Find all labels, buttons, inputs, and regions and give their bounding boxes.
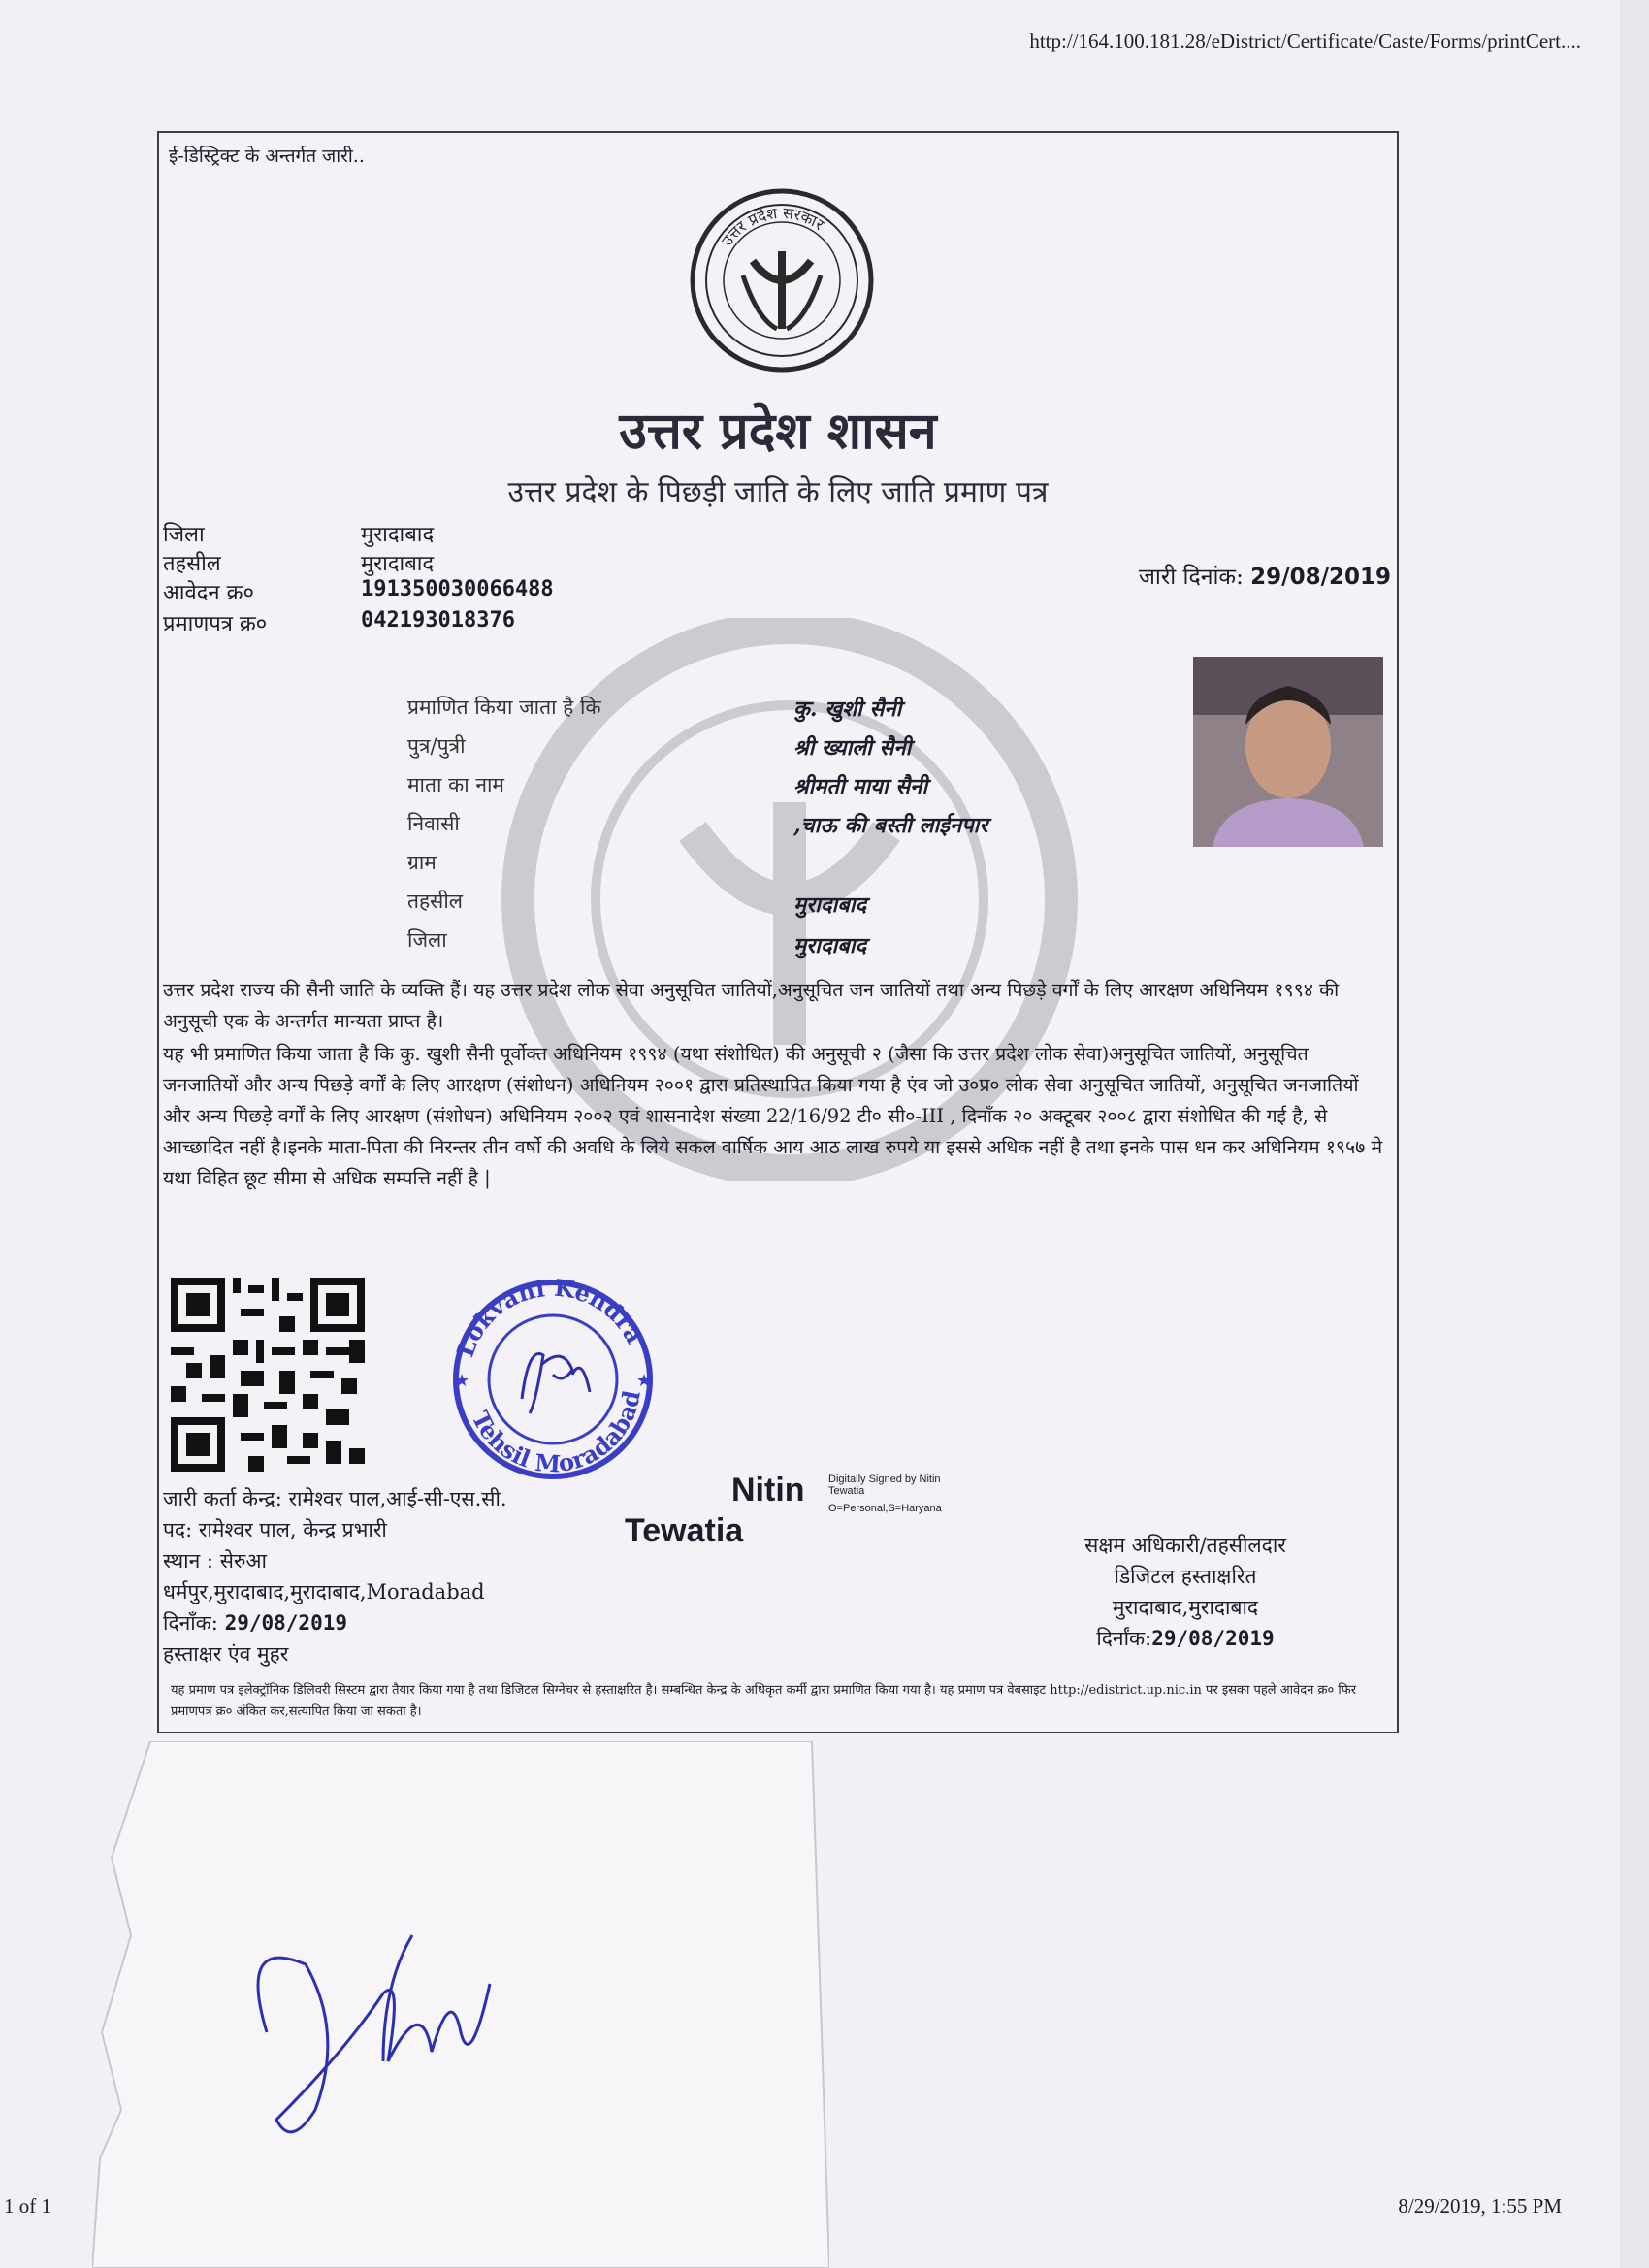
issuer-place: स्थान : सेरुआ (163, 1549, 267, 1572)
page-count: 1 of 1 (4, 2194, 51, 2218)
issue-date (1139, 560, 1391, 591)
holder-photo (1193, 657, 1383, 847)
certificate-no-label: प्रमाणपत्र क्र० (163, 612, 268, 636)
page-url: http://164.100.181.28/eDistrict/Certificate/Caste/Forms/printCert.... (1029, 29, 1581, 52)
application-no-value: 191350030066488 (361, 577, 554, 601)
authority-date-label: दिर्नांक: (1096, 1627, 1152, 1650)
certificate-subtitle: उत्तर प्रदेश के पिछड़ी जाति के लिए जाति प्रमाण पत्र (507, 475, 1049, 509)
certificate-title: उत्तर प्रदेश शासन (619, 402, 937, 461)
up-government-emblem (685, 183, 879, 377)
signer-last-name: Tewatia (625, 1512, 744, 1549)
signer-first-name: Nitin (731, 1472, 805, 1508)
issuer-date (163, 1609, 347, 1636)
signer-org-note: O=Personal,S=Haryana (828, 1503, 942, 1514)
resident-address: ,चाऊ की बस्ती लाईनपार (793, 813, 988, 838)
lokvani-kendra-stamp (436, 1278, 669, 1481)
emblem-text: उत्तर प्रदेश सरकार (717, 203, 827, 249)
signed-by-note: Digitally Signed by Nitin (828, 1474, 941, 1485)
creamy-layer-paragraph: यह भी प्रमाणित किया जाता है कि कु. खुशी सैनी पूर्वोक्त अधिनियम १९९४ (यथा संशोधित) की अनुसूची २ (जैसा कि उत्तर प्रदेश लोक सेवा)अनुसूचित जातियों, अनुसूचित जनजातियों और अन्य पिछड़े वर्गों के लिए आरक्षण (संशोधन) अधिनियम २००१ द्वारा प्रतिस्थापित किया गया है एंव जो उ०प्र० लोक सेवा अनुसूचित जातियों, अनुसूचित जनजातियों और अन्य पिछड़े वर्गों के लिए आरक्षण (संशोधन) अधिनियम २००२ एवं शासनादेश संख्या 22/16/92 टी० सी०-III , दिनाँक २० अक्टूबर २००८ द्वारा संशोधित की गई है, से आच्छादित नहीं है।इनके माता-पिता की निरन्तर तीन वर्षो की अवधि के लिये सकल वार्षिक आय आठ लाख रुपये या इससे अधिक नहीं है तथा इनके पास धन कर अधिनियम १९५७ मे यथा विहित छूट सीमा से अधिक सम्पत्ति नहीं है | (163, 1043, 1383, 1189)
stamp-text-bottom: Tehsil Moradabad (466, 1388, 646, 1478)
issuer-date-value: 29/08/2019 (224, 1611, 348, 1635)
certified-label: प्रमाणित किया जाता है कि (407, 696, 601, 719)
person-district-label: जिला (407, 928, 447, 952)
verification-footer: यह प्रमाण पत्र इलेक्ट्रॉनिक डिलिवरी सिस्टम द्वारा तैयार किया गया है तथा डिजिटल सिग्नेचर से हस्ताक्षरित है। सम्बन्धित केन्द्र के अधिकृत कर्मी द्वारा प्रमाणित किया गया है। यह प्रमाण पत्र वेबसाइट http://edistrict.up.nic.in पर इसका पहले आवेदन क्र० फिर प्रमाणपत्र क्र० अंकित कर,सत्यापित किया जा सकता है। (171, 1683, 1357, 1719)
issue-date-value: 29/08/2019 (1250, 565, 1391, 590)
application-no-label: आवेदन क्र० (163, 581, 254, 605)
tehsil-value: मुरादाबाद (361, 552, 435, 576)
authority-date (1011, 1625, 1360, 1652)
stamp-text-top: Lokvani Kendra (450, 1278, 649, 1361)
signed-by-name-note: Tewatia (828, 1485, 865, 1497)
authority-title: सक्षम अधिकारी/तहसीलदार (1084, 1534, 1286, 1557)
print-datetime: 8/29/2019, 1:55 PM (1398, 2194, 1562, 2218)
mother-name-label: माता का नाम (407, 773, 504, 796)
tehsil-label: तहसील (163, 552, 221, 576)
father-name: श्री ख्याली सैनी (793, 735, 912, 761)
issuer-address: धर्मपुर,मुरादाबाद,मुरादाबाद,Moradabad (163, 1580, 485, 1604)
son-daughter-of-label: पुत्र/पुत्री (407, 734, 466, 758)
issued-under-text: ई-डिस्ट्रिक्ट के अन्तर्गत जारी.. (169, 146, 365, 167)
svg-text:Lokvani Kendra (451, 1278, 649, 1361)
verification-qr-code (171, 1278, 365, 1472)
issuer-designation: पद: रामेश्वर पाल, केन्द्र प्रभारी (163, 1518, 387, 1541)
svg-text:★: ★ (636, 1371, 653, 1391)
district-value: मुरादाबाद (361, 523, 435, 547)
person-tehsil-label: तहसील (407, 890, 463, 913)
district-label: जिला (163, 523, 205, 547)
issue-date-label: जारी दिनांक: (1138, 565, 1244, 590)
svg-text:उत्तर प्रदेश सरकार (718, 204, 828, 249)
person-tehsil-value: मुरादाबाद (793, 892, 867, 918)
person-district-value: मुरादाबाद (793, 933, 867, 958)
authority-signed-digitally: डिजिटल हस्ताक्षरित (1114, 1565, 1257, 1588)
mother-name: श्रीमती माया सैनी (793, 774, 928, 799)
holder-name: कु. खुशी सैनी (793, 697, 902, 722)
authority-location: मुरादाबाद,मुरादाबाद (1112, 1596, 1259, 1619)
village-label: ग्राम (407, 851, 436, 874)
torn-paper-overlay (92, 1741, 829, 2268)
digital-signature-block (625, 1472, 954, 1559)
certificate-no-value: 042193018376 (361, 608, 515, 632)
issuer-date-label: दिनाँक: (163, 1611, 218, 1635)
authority-date-value: 29/08/2019 (1151, 1627, 1275, 1650)
caste-statement-paragraph: उत्तर प्रदेश राज्य की सैनी जाति के व्यक्ति हैं। यह उत्तर प्रदेश लोक सेवा अनुसूचित जातियों,अनुसूचित जन जातियों तथा अन्य पिछड़े वर्गों के लिए आरक्षण अधिनियम १९९४ की अनुसूची एक के अन्तर्गत मान्यता प्राप्त है। (163, 979, 1340, 1032)
sign-seal-label: हस्ताक्षर एंव मुहर (163, 1642, 289, 1666)
issuing-centre: जारी कर्ता केन्द्र: रामेश्वर पाल,आई-सी-एस.सी. (163, 1487, 507, 1510)
svg-text:★: ★ (454, 1371, 470, 1391)
certificate-frame (157, 131, 1399, 1733)
resident-label: निवासी (407, 812, 460, 835)
